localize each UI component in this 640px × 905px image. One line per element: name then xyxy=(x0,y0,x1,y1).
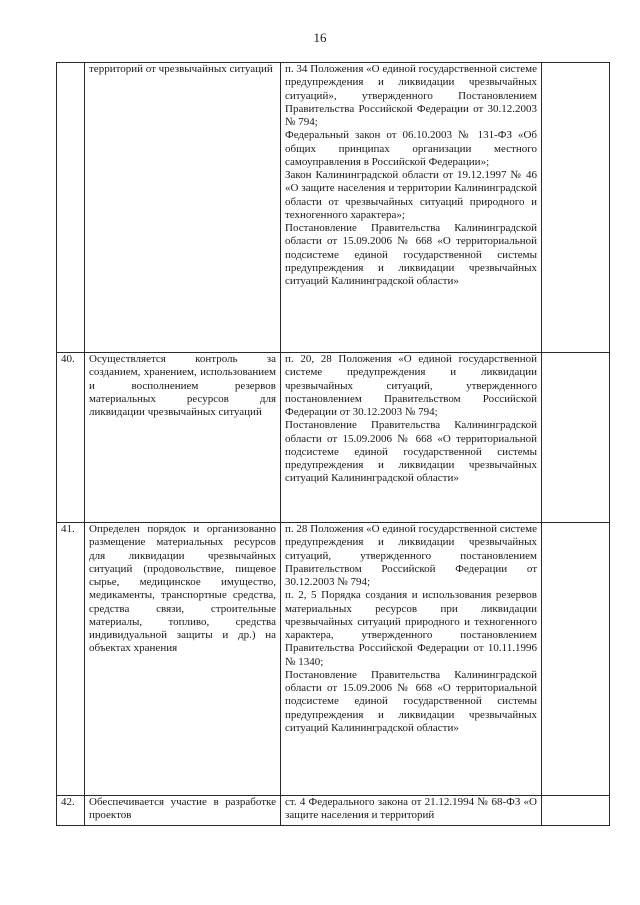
row-number: 41. xyxy=(57,523,85,796)
table-row xyxy=(57,796,610,826)
row-number: 42. xyxy=(57,796,85,826)
reference-item: п. 28 Положения «О единой государственной системе предупреждения и ликвидации чрезвычайных ситуаций, утвержденного постановлением Правительством Российской Федерации от 30.12.2003 № 794; xyxy=(285,523,537,588)
page-number: 16 xyxy=(313,30,327,45)
requirement-text: Определен порядок и организованно размещение материальных ресурсов для ликвидации чрезвычайных ситуаций (продовольствие, пищевое сырье, медицинское имущество, медикаменты, транспортные средства, средства связи, строительные материалы, топливо, средства индивидуальной защиты и др.) на объектах хранения xyxy=(85,523,281,796)
legal-references xyxy=(281,63,542,353)
reference-item: Закон Калининградской области от 19.12.1997 № 46 «О защите населения и территории Калининградской области от чрезвычайных ситуаций природного и техногенного характера»; xyxy=(285,169,537,221)
table-row xyxy=(57,63,610,353)
requirement-text: Осуществляется контроль за созданием, хранением, использованием и восполнением резервов материальных ресурсов для ликвидации чрезвычайных ситуаций xyxy=(85,353,281,523)
reference-item: Федеральный закон от 06.10.2003 № 131-ФЗ «Об общих принципах организации местного самоуправления в Российской Федерации»; xyxy=(285,129,537,168)
table-row xyxy=(57,353,610,523)
requirement-text: Обеспечивается участие в разработке проектов xyxy=(85,796,281,826)
reference-item: ст. 4 Федерального закона от 21.12.1994 № 68-ФЗ «О защите населения и территорий xyxy=(285,796,537,822)
requirement-text: территорий от чрезвычайных ситуаций xyxy=(85,63,281,353)
compliance-mark-cell xyxy=(542,63,610,353)
reference-item: Постановление Правительства Калининградской области от 15.09.2006 № 668 «О территориальной подсистеме единой государственной системы предупреждения и ликвидации чрезвычайных ситуаций Калининградской области» xyxy=(285,222,537,287)
compliance-mark-cell xyxy=(542,353,610,523)
compliance-mark-cell xyxy=(542,796,610,826)
reference-item: Постановление Правительства Калининградской области от 15.09.2006 № 668 «О территориальной подсистеме единой государственной системы предупреждения и ликвидации чрезвычайных ситуаций Калининградской области» xyxy=(285,668,537,734)
legal-references xyxy=(281,353,542,523)
reference-item: п. 2, 5 Порядка создания и использования резервов материальных ресурсов при ликвидации чрезвычайных ситуаций природного и техногенного характера, утвержденного постановлением Правительства Российской Федерации от 10.11.1996 № 1340; xyxy=(285,589,537,668)
reference-item: Постановление Правительства Калининградской области от 15.09.2006 № 668 «О территориальной подсистеме единой государственной системы предупреждения и ликвидации чрезвычайных ситуаций Калининградской области» xyxy=(285,419,537,485)
row-number xyxy=(57,63,85,353)
compliance-mark-cell xyxy=(542,523,610,796)
reference-item: п. 20, 28 Положения «О единой государственной системе предупреждения и ликвидации чрезвычайных ситуаций, утвержденного постановлением Правительством Российской Федерации от 30.12.2003 № 794; xyxy=(285,353,537,418)
row-number: 40. xyxy=(57,353,85,523)
reference-item: п. 34 Положения «О единой государственной системе предупреждения и ликвидации чрезвычайных ситуаций», утвержденного Постановлением Правительства Российской Федерации от 30.12.2003 № 794; xyxy=(285,63,537,128)
table-row xyxy=(57,523,610,796)
requirements-table xyxy=(56,62,610,826)
legal-references xyxy=(281,796,542,826)
legal-references xyxy=(281,523,542,796)
